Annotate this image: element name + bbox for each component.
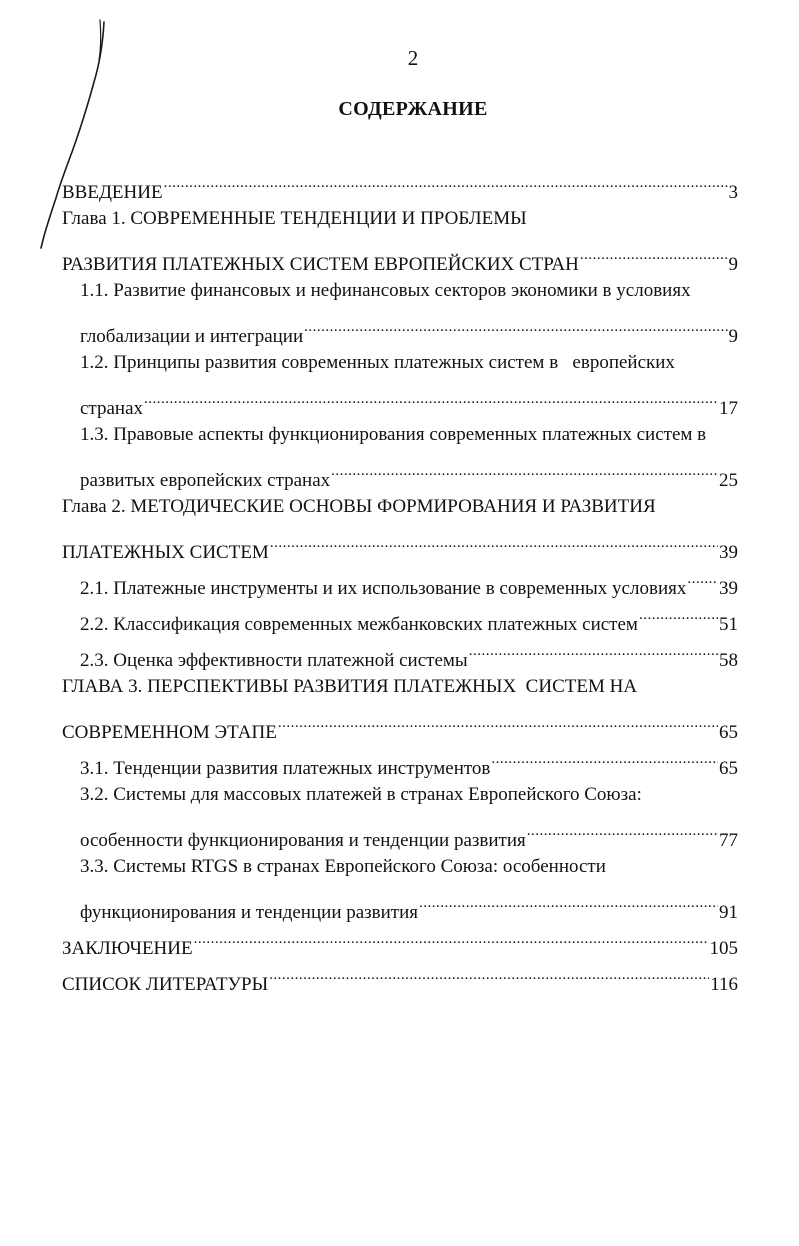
toc-entry-bibliography[interactable] [62,960,738,995]
toc-entry-3-2-line1[interactable] [80,780,738,810]
toc-entry-text: развитых европейских странах [80,470,331,491]
page-title: СОДЕРЖАНИЕ [338,98,488,120]
toc-entry-2-1[interactable] [80,564,738,599]
toc-entry-1-3-line1[interactable] [80,420,738,450]
toc-entry-page: 65 [719,722,738,743]
dot-leader [269,960,709,990]
toc-entry-page: 9 [728,254,738,275]
toc-entry-page: 17 [719,398,738,419]
toc-entry-text: 2.2. Классификация современных межбанковских платежных систем [80,614,638,635]
dot-leader [270,528,718,558]
toc-entry-chapter1-line2[interactable] [62,240,738,275]
toc-entry-page: 105 [709,938,738,959]
toc-entry-page: 39 [719,578,738,599]
toc-entry-text: 3.2. Системы для массовых платежей в странах Европейского Союза: [80,784,642,805]
dot-leader [278,708,718,738]
dot-leader [419,888,718,918]
toc-entry-text: СОВРЕМЕННОМ ЭТАПЕ [62,722,277,743]
toc-entry-text: ПЛАТЕЖНЫХ СИСТЕМ [62,542,269,563]
toc-entry-1-2-line2[interactable] [80,384,738,419]
toc-entry-page: 91 [719,902,738,923]
toc-entry-3-3-line1[interactable] [80,852,738,882]
toc-entry-text: 1.3. Правовые аспекты функционирования современных платежных систем в [80,424,707,445]
toc-entry-2-3[interactable] [80,636,738,671]
toc-entry-chapter2-line1[interactable] [62,492,738,522]
toc-entry-page: 65 [719,758,738,779]
toc-entry-text: 2.1. Платежные инструменты и их использование в современных условиях [80,578,687,599]
dot-leader [164,168,728,198]
toc-entry-text: 1.1. Развитие финансовых и нефинансовых секторов экономики в условиях [80,280,691,301]
dot-leader [687,564,718,594]
dot-leader [144,384,718,414]
toc-entry-text: ЗАКЛЮЧЕНИЕ [62,938,193,959]
toc-entry-text: СПИСОК ЛИТЕРАТУРЫ [62,974,269,995]
dot-leader [491,744,718,774]
toc-entry-chapter3-line1[interactable] [62,672,738,702]
toc-entry-text: 3.3. Системы RTGS в странах Европейского Союза: особенности [80,856,606,877]
dot-leader [194,924,709,954]
toc-entry-page: 51 [719,614,738,635]
dot-leader [331,456,718,486]
toc-entry-3-3-line2[interactable] [80,888,738,923]
toc-entry-page: 3 [728,182,738,203]
toc-entry-text: особенности функционирования и тенденции развития [80,830,526,851]
toc-entry-text: 1.2. Принципы развития современных платежных систем в европейских [80,352,675,373]
dot-leader [469,636,718,666]
toc-entry-introduction[interactable] [62,168,738,203]
dot-leader [580,240,728,270]
toc-entry-1-3-line2[interactable] [80,456,738,491]
toc-entry-text: Глава 2. МЕТОДИЧЕСКИЕ ОСНОВЫ ФОРМИРОВАНИЯ И РАЗВИТИЯ [62,496,656,517]
toc-entry-text: ВВЕДЕНИЕ [62,182,163,203]
dot-leader [527,816,718,846]
toc-entry-chapter1-line1[interactable] [62,204,738,234]
toc-entry-3-2-line2[interactable] [80,816,738,851]
toc-entry-text: функционирования и тенденции развития [80,902,419,923]
toc-entry-text: глобализации и интеграции [80,326,304,347]
toc-entry-1-1-line2[interactable] [80,312,738,347]
toc-entry-page: 25 [719,470,738,491]
toc-entry-page: 9 [728,326,738,347]
toc-entry-page: 116 [710,974,738,995]
dot-leader [639,600,718,630]
toc-entry-text: Глава 1. СОВРЕМЕННЫЕ ТЕНДЕНЦИИ И ПРОБЛЕМЫ [62,208,527,229]
page-number: 2 [407,46,419,70]
toc-entry-text: странах [80,398,144,419]
toc-entry-chapter2-line2[interactable] [62,528,738,563]
toc-entry-page: 58 [719,650,738,671]
toc-entry-conclusion[interactable] [62,924,738,959]
toc-entry-page: 39 [719,542,738,563]
toc-entry-text: ГЛАВА 3. ПЕРСПЕКТИВЫ РАЗВИТИЯ ПЛАТЕЖНЫХ СИСТЕМ НА [62,676,638,697]
toc-entry-text: 3.1. Тенденции развития платежных инструментов [80,758,491,779]
toc-entry-text: РАЗВИТИЯ ПЛАТЕЖНЫХ СИСТЕМ ЕВРОПЕЙСКИХ СТРАН [62,254,579,275]
toc-entry-1-1-line1[interactable] [80,276,738,306]
toc-entry-page: 77 [719,830,738,851]
toc-entry-chapter3-line2[interactable] [62,708,738,743]
dot-leader [304,312,727,342]
toc-entry-2-2[interactable] [80,600,738,635]
toc-entry-3-1[interactable] [80,744,738,779]
toc-entry-1-2-line1[interactable] [80,348,738,378]
toc-entry-text: 2.3. Оценка эффективности платежной системы [80,650,468,671]
